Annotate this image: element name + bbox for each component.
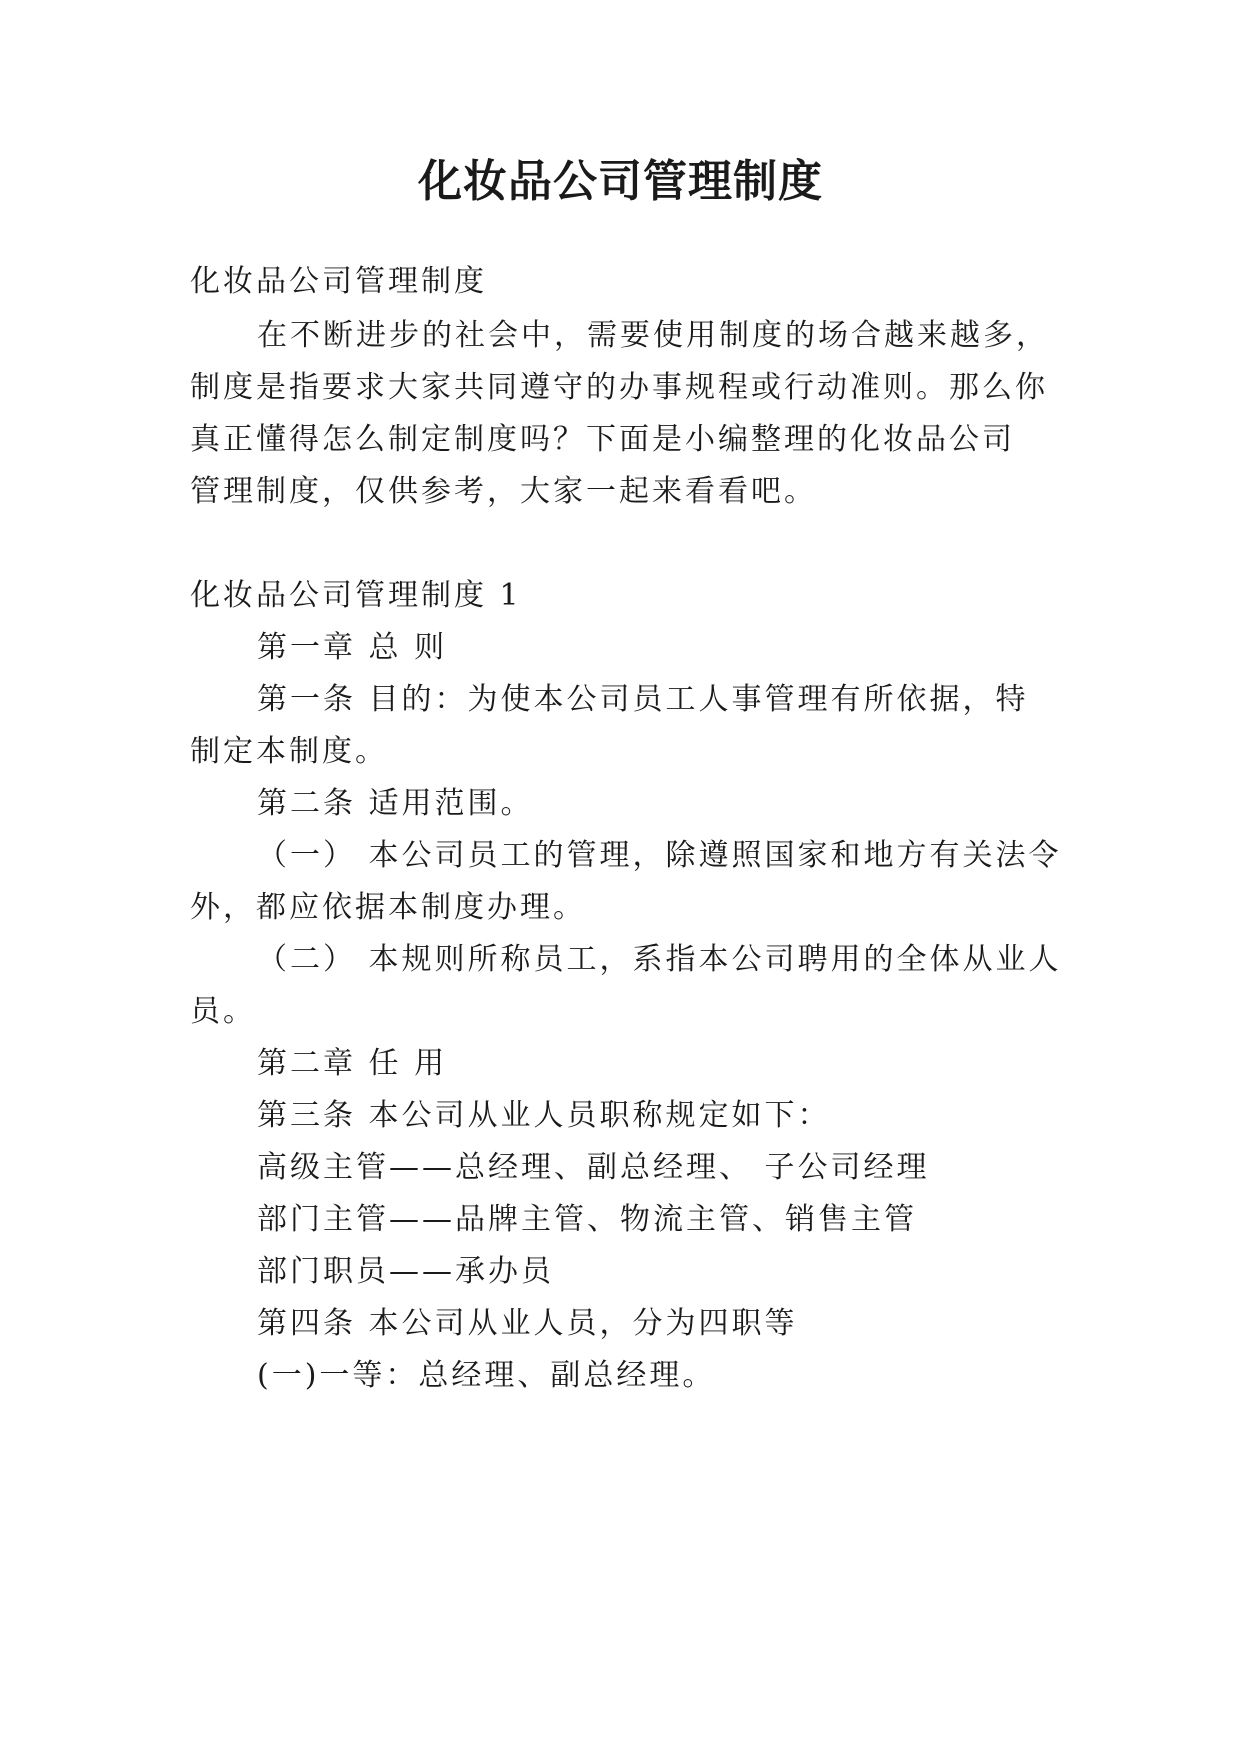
chapter-heading: 第一章 总 则 — [257, 630, 448, 665]
title-rank-line: 部门职员——承办员 — [257, 1254, 554, 1289]
article-line: 第二条 适用范围。 — [257, 786, 534, 821]
title-rank-line: 高级主管——总经理、副总经理、 子公司经理 — [257, 1150, 930, 1185]
article-line: 外，都应依据本制度办理。 — [190, 890, 586, 925]
article-line: 第三条 本公司从业人员职称规定如下： — [257, 1098, 831, 1133]
intro-paragraph-line: 真正懂得怎么制定制度吗？下面是小编整理的化妆品公司 — [190, 422, 1015, 457]
article-line: 员。 — [190, 994, 256, 1029]
grade-line: (一)一等：总经理、副总经理。 — [257, 1358, 716, 1393]
intro-paragraph-line: 管理制度，仅供参考，大家一起来看看吧。 — [190, 474, 817, 509]
section-heading: 化妆品公司管理制度 1 — [190, 578, 522, 613]
title-rank-line: 部门主管——品牌主管、物流主管、销售主管 — [257, 1202, 917, 1237]
document-title: 化妆品公司管理制度 — [418, 156, 823, 207]
article-line: 制定本制度。 — [190, 734, 388, 769]
article-line: （二） 本规则所称员工，系指本公司聘用的全体从业人 — [257, 942, 1062, 977]
intro-heading: 化妆品公司管理制度 — [190, 264, 487, 299]
article-line: 第四条 本公司从业人员，分为四职等 — [257, 1306, 798, 1341]
article-line: （一） 本公司员工的管理，除遵照国家和地方有关法令 — [257, 838, 1062, 873]
intro-paragraph-line: 制度是指要求大家共同遵守的办事规程或行动准则。那么你 — [190, 370, 1048, 405]
intro-paragraph-line: 在不断进步的社会中，需要使用制度的场合越来越多， — [257, 318, 1049, 353]
article-line: 第一条 目的：为使本公司员工人事管理有所依据，特 — [257, 682, 1029, 717]
chapter-heading: 第二章 任 用 — [257, 1046, 448, 1081]
